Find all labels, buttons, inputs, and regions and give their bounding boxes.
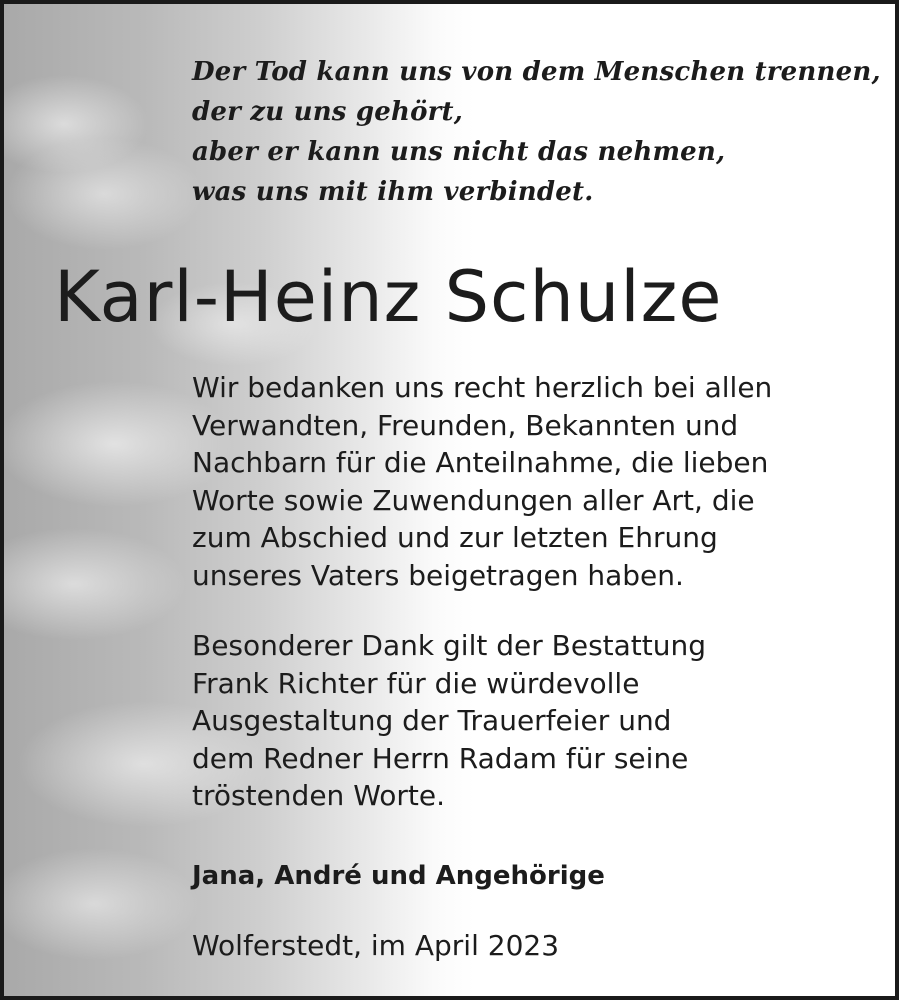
motto-line: was uns mit ihm verbindet. (192, 177, 594, 207)
motto-quote (192, 52, 881, 212)
special-thanks-line: tröstenden Worte. (192, 779, 445, 812)
place-date: Wolferstedt, im April 2023 (192, 929, 560, 962)
special-thanks-line: Ausgestaltung der Trauerfeier und (192, 704, 672, 737)
thanks-paragraph (192, 369, 772, 594)
special-thanks-paragraph (192, 627, 706, 815)
motto-line: der zu uns gehört, (192, 97, 464, 127)
thanks-line: unseres Vaters beigetragen haben. (192, 558, 684, 592)
motto-line: Der Tod kann uns von dem Menschen trennen, (192, 57, 881, 87)
special-thanks-line: Frank Richter für die würdevolle (192, 666, 640, 700)
special-thanks-line: Besonderer Dank gilt der Bestattung (192, 629, 707, 662)
thanks-line: Worte sowie Zuwendungen aller Art, die (192, 483, 755, 517)
thanks-line: Nachbarn für die Anteilnahme, die lieben (192, 446, 769, 479)
thanks-line: zum Abschied und zur letzten Ehrung (192, 521, 718, 554)
thanks-line: Wir bedanken uns recht herzlich bei allen (192, 371, 773, 404)
motto-line: aber er kann uns nicht das nehmen, (192, 137, 726, 167)
thanks-line: Verwandten, Freunden, Bekannten und (192, 408, 739, 442)
special-thanks-line: dem Redner Herrn Radam für seine (192, 741, 689, 775)
deceased-name: Karl-Heinz Schulze (54, 256, 723, 338)
signature: Jana, André und Angehörige (192, 861, 605, 891)
